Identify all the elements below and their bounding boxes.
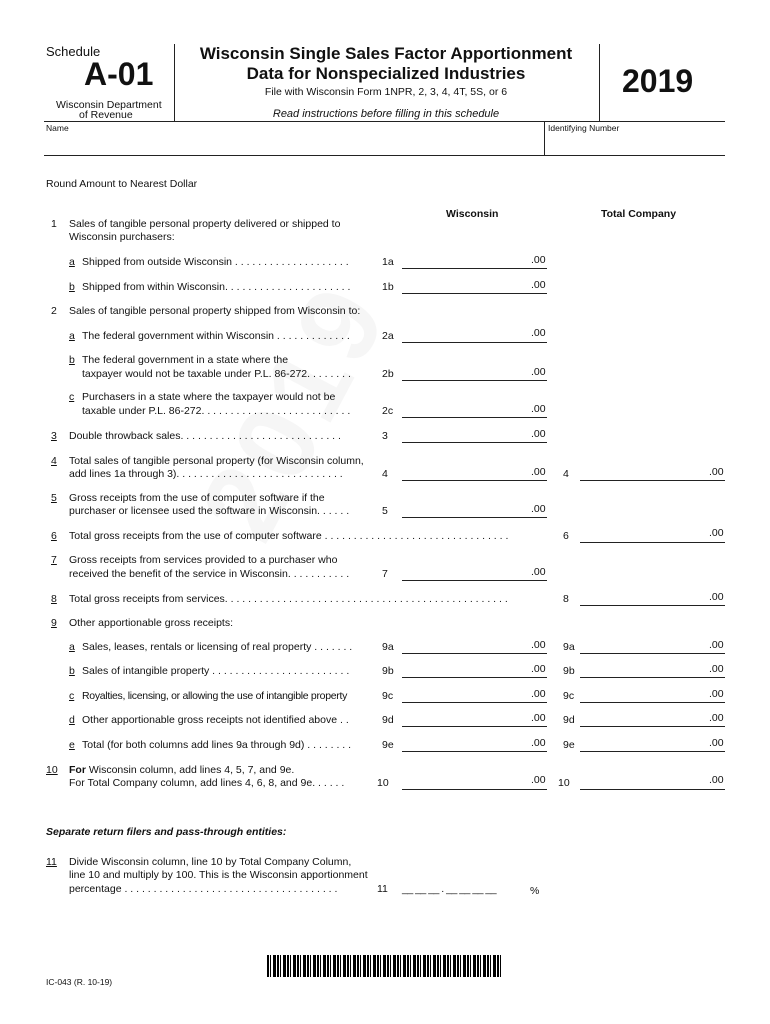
name-label: Name <box>46 123 69 133</box>
line-7-text-2: received the benefit of the service in Wisconsin. . . . . . . . . . . <box>69 568 350 580</box>
line-9c-box: 9c <box>382 690 394 702</box>
line-9a-box: 9a <box>382 641 394 653</box>
line-11-text: Divide Wisconsin column, line 10 by Total Company Column, <box>69 856 352 868</box>
form-id: IC-043 (R. 10-19) <box>46 977 113 987</box>
line-6-total-input[interactable] <box>580 542 725 543</box>
line-2c-text-2: taxable under P.L. 86-272. . . . . . . . . . . . . . . . . . . . . . . . . . <box>82 405 351 417</box>
line-3-text: Double throwback sales. . . . . . . . . . . . . . . . . . . . . . . . . . . . <box>69 430 341 442</box>
line-9e-total-box: 9e <box>563 739 575 751</box>
line-9e-text: Total (for both columns add lines 9a through 9d) . . . . . . . . <box>82 739 352 751</box>
line-10-text <box>69 764 294 777</box>
line-2a-letter: a <box>69 330 75 342</box>
header-rule <box>44 121 725 122</box>
line-1-text: Sales of tangible personal property delivered or shipped to <box>69 218 341 230</box>
line-11-text-3: percentage . . . . . . . . . . . . . . . . . . . . . . . . . . . . . . . . . . . . . <box>69 883 338 895</box>
line-3-box: 3 <box>382 430 388 442</box>
line-9c-total-cents: .00 <box>709 688 724 700</box>
line-10-total-box: 10 <box>558 777 570 789</box>
line-9c-total-input[interactable] <box>580 702 725 703</box>
name-field[interactable] <box>46 134 540 154</box>
line-4-text-2: add lines 1a through 3). . . . . . . . . . . . . . . . . . . . . . . . . . . . . <box>69 468 343 480</box>
line-11-text-2: line 10 and multiply by 100. This is the Wisconsin apportionment <box>69 869 368 881</box>
line-9a-text: Sales, leases, rentals or licensing of real property . . . . . . . <box>82 641 353 653</box>
instructions-note: Read instructions before filling in this schedule <box>272 108 500 120</box>
line-2b-letter: b <box>69 354 75 366</box>
line-4-cents: .00 <box>531 466 546 478</box>
line-4-total-input[interactable] <box>580 480 725 481</box>
line-9d-text: Other apportionable gross receipts not identified above . . <box>82 714 349 726</box>
line-9a-letter: a <box>69 641 75 653</box>
line-10-box: 10 <box>377 777 389 789</box>
line-9b-total-input[interactable] <box>580 677 725 678</box>
line-2b-text: The federal government in a state where the <box>82 354 289 366</box>
form-title-line2: Data for Nonspecialized Industries <box>246 64 526 83</box>
line-9a-cents: .00 <box>531 639 546 651</box>
line-10-for-bold: For <box>69 764 86 776</box>
line-10-total-input[interactable] <box>580 789 725 790</box>
line-9-number: 9 <box>51 617 57 629</box>
line-7-text: Gross receipts from services provided to a purchaser who <box>69 554 338 566</box>
line-2c-box: 2c <box>382 405 394 417</box>
line-9b-total-box: 9b <box>563 665 575 677</box>
line-9e-total-input[interactable] <box>580 751 725 752</box>
line-1b-cents: .00 <box>531 279 546 291</box>
line-9b-wisconsin-input[interactable] <box>402 677 547 678</box>
line-11-percentage-input[interactable]: __ __ __ . __ __ __ __ <box>402 883 497 895</box>
line-11-percent-sign: % <box>530 885 540 897</box>
line-6-number: 6 <box>51 530 57 542</box>
line-5-box: 5 <box>382 505 388 517</box>
line-7-box: 7 <box>382 568 388 580</box>
line-2a-cents: .00 <box>531 327 546 339</box>
line-2c-wisconsin-input[interactable] <box>402 417 547 418</box>
line-2b-box: 2b <box>382 368 394 380</box>
separate-filers-note: Separate return filers and pass-through entities: <box>46 826 287 838</box>
line-10-wisconsin-input[interactable] <box>402 789 547 790</box>
line-2-text: Sales of tangible personal property shipped from Wisconsin to: <box>69 305 361 317</box>
schedule-code: A-01 <box>84 56 154 92</box>
id-label: Identifying Number <box>548 123 620 133</box>
line-8-number: 8 <box>51 593 57 605</box>
line-1a-cents: .00 <box>531 254 546 266</box>
line-4-box: 4 <box>382 468 388 480</box>
department-name-2: of Revenue <box>79 109 133 121</box>
line-9a-total-box: 9a <box>563 641 575 653</box>
line-4-text: Total sales of tangible personal property (for Wisconsin column, <box>69 455 364 467</box>
line-3-wisconsin-input[interactable] <box>402 442 547 443</box>
line-9c-text: Royalties, licensing, or allowing the use of intangible property <box>82 690 348 702</box>
line-8-total-input[interactable] <box>580 605 725 606</box>
barcode <box>267 955 503 977</box>
line-1a-letter: a <box>69 256 75 268</box>
header-divider-right <box>599 44 600 122</box>
line-10-text-2: For Total Company column, add lines 4, 6, 8, and 9e. . . . . . <box>69 777 345 789</box>
line-6-cents: .00 <box>709 527 724 539</box>
line-5-cents: .00 <box>531 503 546 515</box>
line-10-text-rest: Wisconsin column, add lines 4, 5, 7, and 9e. <box>85 764 295 776</box>
line-9e-box: 9e <box>382 739 394 751</box>
line-9c-total-box: 9c <box>563 690 575 702</box>
line-1-text-2: Wisconsin purchasers: <box>69 231 175 243</box>
line-4-total-cents: .00 <box>709 466 724 478</box>
line-9b-box: 9b <box>382 665 394 677</box>
line-1b-text: Shipped from within Wisconsin. . . . . . . . . . . . . . . . . . . . . . <box>82 281 351 293</box>
line-1b-wisconsin-input[interactable] <box>402 293 547 294</box>
form-title-line1: Wisconsin Single Sales Factor Apportionment <box>199 44 573 63</box>
line-6-box: 6 <box>563 530 569 542</box>
wisconsin-column-header: Wisconsin <box>446 208 499 220</box>
line-5-wisconsin-input[interactable] <box>402 517 547 518</box>
identifying-number-field[interactable] <box>548 134 724 154</box>
line-9b-letter: b <box>69 665 75 677</box>
line-10-number: 10 <box>46 764 58 776</box>
total-company-column-header: Total Company <box>601 208 677 220</box>
line-9d-total-box: 9d <box>563 714 575 726</box>
line-6-text: Total gross receipts from the use of computer software . . . . . . . . . . . . . . . . . . . . . . . . . . . . . . . . <box>69 530 509 542</box>
line-2b-text-2: taxpayer would not be taxable under P.L. 86-272. . . . . . . . <box>82 368 351 380</box>
line-2c-cents: .00 <box>531 403 546 415</box>
department-name: Wisconsin Department <box>56 99 162 111</box>
line-10-cents: .00 <box>531 774 546 786</box>
line-2a-text: The federal government within Wisconsin . . . . . . . . . . . . . <box>82 330 350 342</box>
line-2a-box: 2a <box>382 330 394 342</box>
line-9b-total-cents: .00 <box>709 663 724 675</box>
line-9d-letter: d <box>69 714 75 726</box>
line-9a-total-cents: .00 <box>709 639 724 651</box>
line-9d-cents: .00 <box>531 712 546 724</box>
line-9-text: Other apportionable gross receipts: <box>69 617 234 629</box>
line-2-number: 2 <box>51 305 57 317</box>
line-9a-wisconsin-input[interactable] <box>402 653 547 654</box>
line-2c-text: Purchasers in a state where the taxpayer would not be <box>82 391 336 403</box>
line-3-cents: .00 <box>531 428 546 440</box>
line-1a-box: 1a <box>382 256 394 268</box>
line-1a-wisconsin-input[interactable] <box>402 268 547 269</box>
line-9e-letter: e <box>69 739 75 751</box>
line-9c-letter: c <box>69 690 75 702</box>
line-11-box: 11 <box>377 883 388 895</box>
line-9b-text: Sales of intangible property . . . . . . . . . . . . . . . . . . . . . . . . <box>82 665 350 677</box>
line-1b-box: 1b <box>382 281 394 293</box>
line-4-number: 4 <box>51 455 57 467</box>
line-8-text: Total gross receipts from services. . . . . . . . . . . . . . . . . . . . . . . . . . . . . . . . . . . . . . . . . . . . . . . . . <box>69 593 508 605</box>
line-7-cents: .00 <box>531 566 546 578</box>
line-9c-cents: .00 <box>531 688 546 700</box>
line-9a-total-input[interactable] <box>580 653 725 654</box>
name-id-divider <box>544 121 545 156</box>
line-5-text-2: purchaser or licensee used the software in Wisconsin. . . . . . <box>69 505 350 517</box>
line-3-number: 3 <box>51 430 57 442</box>
line-9b-cents: .00 <box>531 663 546 675</box>
line-4-total-box: 4 <box>563 468 569 480</box>
line-8-cents: .00 <box>709 591 724 603</box>
line-9e-wisconsin-input[interactable] <box>402 751 547 752</box>
line-9d-wisconsin-input[interactable] <box>402 726 547 727</box>
line-5-number: 5 <box>51 492 57 504</box>
line-9e-cents: .00 <box>531 737 546 749</box>
line-9d-total-input[interactable] <box>580 726 725 727</box>
line-1-number: 1 <box>51 218 57 230</box>
line-8-box: 8 <box>563 593 569 605</box>
line-9d-box: 9d <box>382 714 394 726</box>
line-2b-cents: .00 <box>531 366 546 378</box>
line-2c-letter: c <box>69 391 75 403</box>
name-rule <box>44 155 725 156</box>
tax-year: 2019 <box>622 63 694 99</box>
line-9d-total-cents: .00 <box>709 712 724 724</box>
line-9c-wisconsin-input[interactable] <box>402 702 547 703</box>
line-1a-text: Shipped from outside Wisconsin . . . . . . . . . . . . . . . . . . . . <box>82 256 349 268</box>
file-with-note: File with Wisconsin Form 1NPR, 2, 3, 4, 4T, 5S, or 6 <box>264 86 508 98</box>
line-7-number: 7 <box>51 554 57 566</box>
line-5-text: Gross receipts from the use of computer software if the <box>69 492 325 504</box>
line-2b-wisconsin-input[interactable] <box>402 380 547 381</box>
schedule-label: Schedule <box>46 44 101 59</box>
line-7-wisconsin-input[interactable] <box>402 580 547 581</box>
line-2a-wisconsin-input[interactable] <box>402 342 547 343</box>
line-10-total-cents: .00 <box>709 774 724 786</box>
line-11-number: 11 <box>46 856 57 868</box>
round-note: Round Amount to Nearest Dollar <box>46 178 198 190</box>
line-9e-total-cents: .00 <box>709 737 724 749</box>
line-4-wisconsin-input[interactable] <box>402 480 547 481</box>
line-1b-letter: b <box>69 281 75 293</box>
